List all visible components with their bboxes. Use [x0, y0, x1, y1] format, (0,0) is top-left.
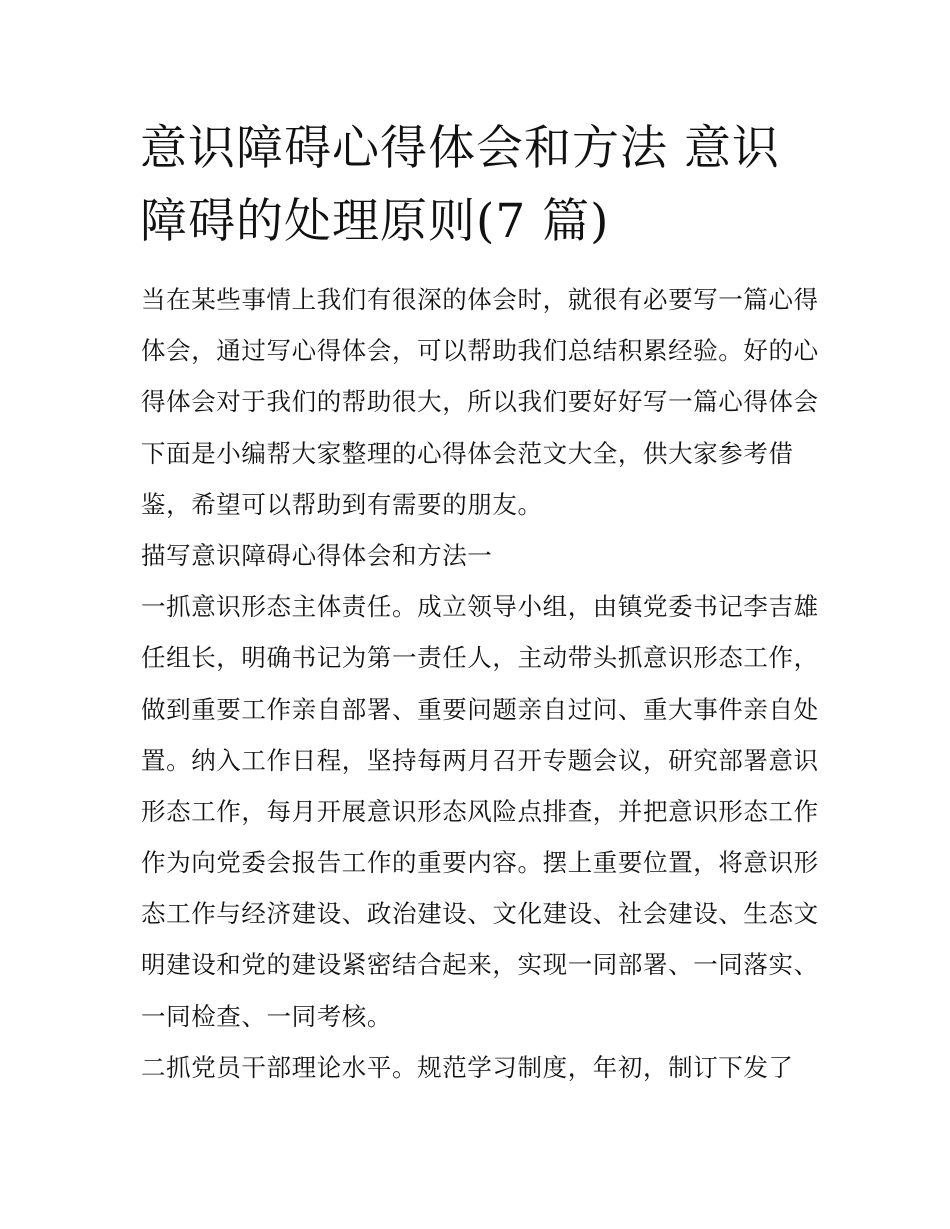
- section-heading: 描写意识障碍心得体会和方法一: [141, 540, 493, 570]
- body-line: 得体会对于我们的帮助很大，所以我们要好好写一篇心得体会: [141, 387, 819, 417]
- body-line: 任组长，明确书记为第一责任人，主动带头抓意识形态工作，: [141, 643, 819, 673]
- body-line: 下面是小编帮大家整理的心得体会范文大全，供大家参考借: [141, 438, 794, 468]
- body-line: 一同检查、一同考核。: [141, 1001, 392, 1031]
- body-line: 形态工作，每月开展意识形态风险点排查，并把意识形态工作: [141, 796, 819, 826]
- body-line: 体会，通过写心得体会，可以帮助我们总结积累经验。好的心: [141, 336, 819, 366]
- body-line: 明建设和党的建设紧密结合起来，实现一同部署、一同落实、: [141, 950, 819, 980]
- body-line: 做到重要工作亲自部署、重要问题亲自过问、重大事件亲自处: [141, 694, 819, 724]
- body-line: 作为向党委会报告工作的重要内容。摆上重要位置，将意识形: [141, 848, 819, 878]
- document-body: [141, 274, 817, 1093]
- title-line: 意识障碍心得体会和方法 意识: [140, 121, 780, 176]
- body-line: 当在某些事情上我们有很深的体会时，就很有必要写一篇心得: [141, 285, 819, 314]
- body-line: 置。纳入工作日程，坚持每两月召开专题会议，研究部署意识: [141, 745, 819, 775]
- document-title: [140, 112, 830, 258]
- body-line: 鉴，希望可以帮助到有需要的朋友。: [141, 489, 543, 519]
- body-line: 一抓意识形态主体责任。成立领导小组，由镇党委书记李吉雄: [141, 592, 819, 622]
- body-line: 二抓党员干部理论水平。规范学习制度，年初，制订下发了: [141, 1052, 794, 1082]
- title-line: 障碍的处理原则(7 篇): [140, 194, 610, 249]
- body-line: 态工作与经济建设、政治建设、文化建设、社会建设、生态文: [141, 899, 819, 929]
